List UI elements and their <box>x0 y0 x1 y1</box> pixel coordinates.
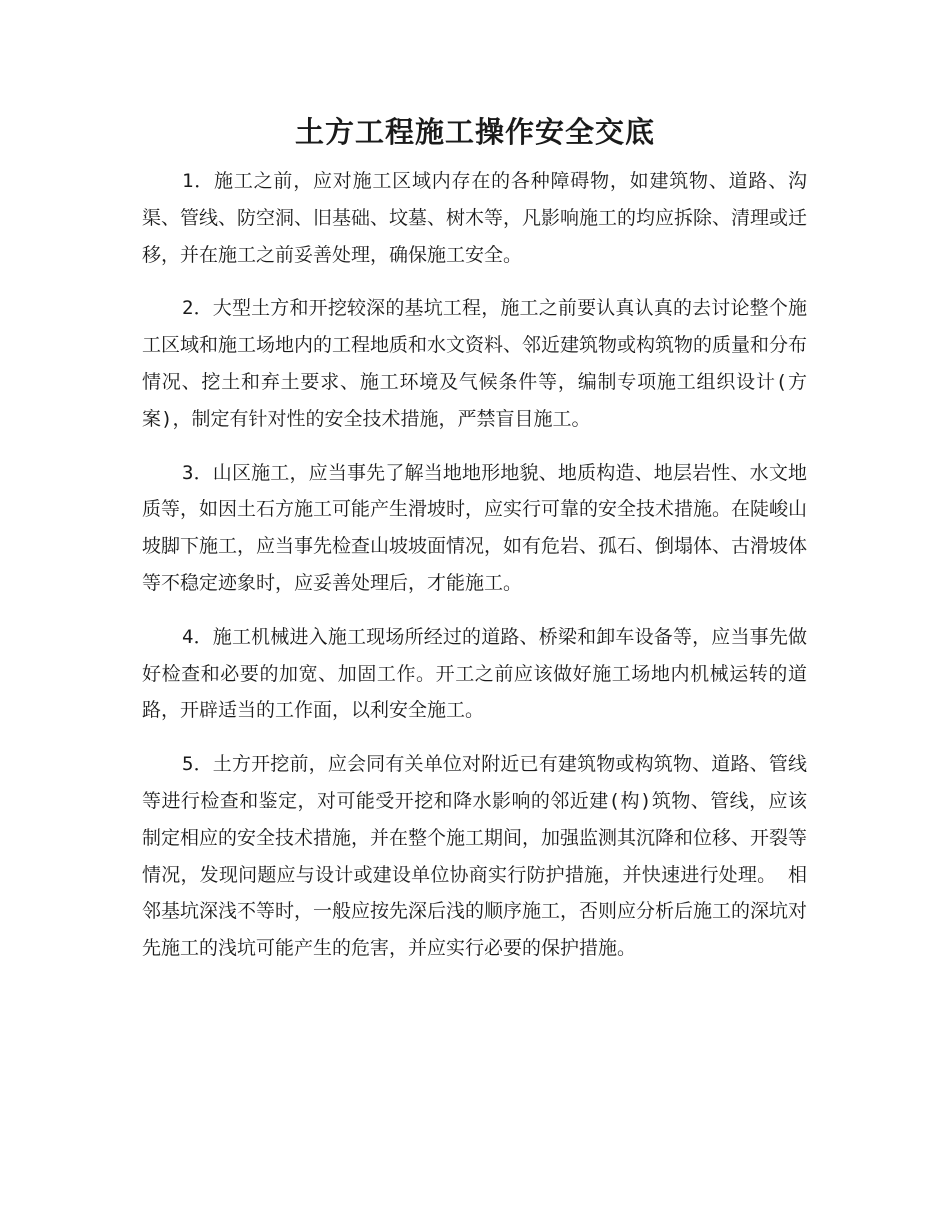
document-body <box>142 163 807 984</box>
paragraph-3: 3．山区施工，应当事先了解当地地形地貌、地质构造、地层岩性、水文地质等，如因土石方施工可能产生滑坡时，应实行可靠的安全技术措施。在陡峻山坡脚下施工，应当事先检查山坡坡面情况，如有危岩、孤石、倒塌体、古滑坡体等不稳定迹象时，应妥善处理后，才能施工。 <box>142 461 808 594</box>
paragraph-2: 2．大型土方和开挖较深的基坑工程，施工之前要认真认真的去讨论整个施工区域和施工场地内的工程地质和水文资料、邻近建筑物或构筑物的质量和分布情况、挖土和弃土要求、施工环境及气候条件等，编制专项施工组织设计(方案)，制定有针对性的安全技术措施，严禁盲目施工。 <box>142 297 808 430</box>
paragraph-4: 4．施工机械进入施工现场所经过的道路、桥梁和卸车设备等，应当事先做好检查和必要的加宽、加固工作。开工之前应该做好施工场地内机械运转的道路，开辟适当的工作面，以利安全施工。 <box>142 625 807 722</box>
paragraph-1: 1．施工之前，应对施工区域内存在的各种障碍物，如建筑物、道路、沟渠、管线、防空洞、旧基础、坟墓、树木等，凡影响施工的均应拆除、清理或迁移，并在施工之前妥善处理，确保施工安全。 <box>142 170 808 266</box>
document-title: 土方工程施工操作安全交底 <box>294 115 655 149</box>
paragraph-5: 5．土方开挖前，应会同有关单位对附近已有建筑物或构筑物、道路、管线等进行检查和鉴定，对可能受开挖和降水影响的邻近建(构)筑物、管线，应该制定相应的安全技术措施，并在整个施工期间，加强监测其沉降和位移、开裂等情况，发现问题应与设计或建设单位协商实行防护措施，并快速进行处理。 相邻基坑深浅不等时，一般应按先深后浅的顺序施工，否则应分析后施工的深坑对先施工的浅坑可能产生的危害，并应实行必要的保护措施。 <box>142 753 808 960</box>
